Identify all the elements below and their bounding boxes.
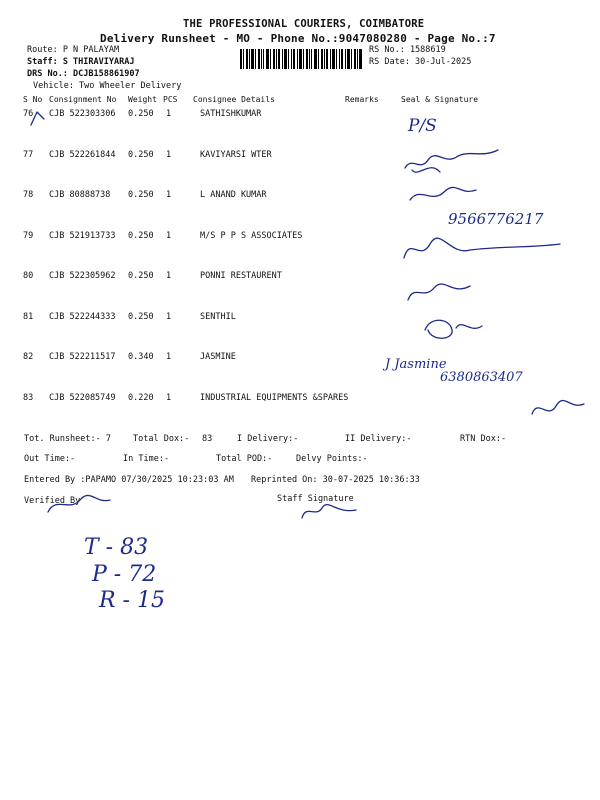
row-pcs: 1 xyxy=(166,393,172,403)
table-row xyxy=(0,352,600,366)
entered-by: Entered By :PAPAMO 07/30/2025 10:23:03 AM xyxy=(24,475,234,485)
row-sno: 80 xyxy=(23,271,34,281)
barcode xyxy=(240,49,362,69)
route-label: Route: P N PALAYAM xyxy=(27,45,120,55)
col-header-remarks: Remarks xyxy=(345,95,379,104)
tot-runsheet: Tot. Runsheet:- 7 xyxy=(24,434,111,444)
table-row xyxy=(0,393,600,407)
total-dox-label: Total Dox:- xyxy=(133,434,190,444)
handwritten-name: J Jasmine xyxy=(385,357,447,372)
signature-scribble xyxy=(302,505,356,518)
rs-number: RS No.: 1588619 xyxy=(369,45,446,55)
row-pcs: 1 xyxy=(166,352,172,362)
col-header-consignee: Consignee Details xyxy=(193,95,275,104)
row-weight: 0.340 xyxy=(128,352,154,362)
row-weight: 0.250 xyxy=(128,231,154,241)
row-consignee: SATHISHKUMAR xyxy=(200,109,262,119)
runsheet-subtitle: Delivery Runsheet - MO - Phone No.:9047080280 - Page No.:7 xyxy=(100,32,496,45)
row-sno: 78 xyxy=(23,190,34,200)
tally-pod: P - 72 xyxy=(92,562,157,587)
row-pcs: 1 xyxy=(166,109,172,119)
handwritten-phone: 9566776217 xyxy=(448,210,544,228)
col-header-consignment: Consignment No xyxy=(49,95,117,104)
row-consignee: JASMINE xyxy=(200,352,236,362)
ii-delivery-label: II Delivery:- xyxy=(345,434,412,444)
row-sno: 76 xyxy=(23,109,34,119)
row-weight: 0.220 xyxy=(128,393,154,403)
total-dox-value: 83 xyxy=(202,434,213,444)
row-pcs: 1 xyxy=(166,271,172,281)
row-consignee: INDUSTRIAL EQUIPMENTS &SPARES xyxy=(200,393,349,403)
delvy-points-label: Delvy Points:- xyxy=(296,454,368,464)
total-pod-label: Total POD:- xyxy=(216,454,273,464)
company-title: THE PROFESSIONAL COURIERS, COIMBATORE xyxy=(183,18,425,30)
staff-signature-label: Staff Signature xyxy=(277,494,354,504)
rs-date: RS Date: 30-Jul-2025 xyxy=(369,57,472,67)
row-consignment: CJB 80888738 xyxy=(49,190,111,200)
row-consignment: CJB 522085749 xyxy=(49,393,116,403)
row-pcs: 1 xyxy=(166,190,172,200)
table-row xyxy=(0,312,600,326)
row-consignment: CJB 521913733 xyxy=(49,231,116,241)
row-sno: 81 xyxy=(23,312,34,322)
row-consignment: CJB 522305962 xyxy=(49,271,116,281)
row-pcs: 1 xyxy=(166,150,172,160)
col-header-weight: Weight xyxy=(128,95,157,104)
row-weight: 0.250 xyxy=(128,109,154,119)
row-consignment: CJB 522261844 xyxy=(49,150,116,160)
row-pcs: 1 xyxy=(166,312,172,322)
tally-total: T - 83 xyxy=(84,535,149,560)
col-header-sno: S No xyxy=(23,95,43,104)
row-consignment: CJB 522303306 xyxy=(49,109,116,119)
row-weight: 0.250 xyxy=(128,271,154,281)
row-weight: 0.250 xyxy=(128,312,154,322)
row-pcs: 1 xyxy=(166,231,172,241)
row-sno: 77 xyxy=(23,150,34,160)
row-consignee: SENTHIL xyxy=(200,312,236,322)
table-row xyxy=(0,109,600,123)
handwritten-phone: 6380863407 xyxy=(440,370,523,385)
row-weight: 0.250 xyxy=(128,190,154,200)
staff-label: Staff: S THIRAVIYARAJ xyxy=(27,57,135,67)
row-consignee: PONNI RESTAURENT xyxy=(200,271,282,281)
table-row xyxy=(0,271,600,285)
tally-return: R - 15 xyxy=(99,588,165,613)
row-sno: 82 xyxy=(23,352,34,362)
rtn-dox-label: RTN Dox:- xyxy=(460,434,507,444)
out-time-label: Out Time:- xyxy=(24,454,76,464)
row-sno: 79 xyxy=(23,231,34,241)
reprinted-on: Reprinted On: 30-07-2025 10:36:33 xyxy=(251,475,420,485)
table-row xyxy=(0,231,600,245)
row-consignment: CJB 522211517 xyxy=(49,352,116,362)
row-consignee: L ANAND KUMAR xyxy=(200,190,267,200)
i-delivery-label: I Delivery:- xyxy=(237,434,299,444)
row-weight: 0.250 xyxy=(128,150,154,160)
vehicle-label: Vehicle: Two Wheeler Delivery xyxy=(33,81,182,91)
row-consignee: KAVIYARSI WTER xyxy=(200,150,272,160)
row-consignment: CJB 522244333 xyxy=(49,312,116,322)
verified-by-label: Verified By xyxy=(24,496,81,506)
in-time-label: In Time:- xyxy=(123,454,170,464)
handwritten-ps: P/S xyxy=(408,116,437,136)
table-row xyxy=(0,150,600,164)
row-sno: 83 xyxy=(23,393,34,403)
col-header-seal: Seal & Signature xyxy=(401,95,479,104)
row-consignee: M/S P P S ASSOCIATES xyxy=(200,231,303,241)
signature-scribble xyxy=(408,284,470,300)
col-header-pcs: PCS xyxy=(163,95,178,104)
table-row xyxy=(0,190,600,204)
drs-number: DRS No.: DCJB158861907 xyxy=(27,69,140,79)
